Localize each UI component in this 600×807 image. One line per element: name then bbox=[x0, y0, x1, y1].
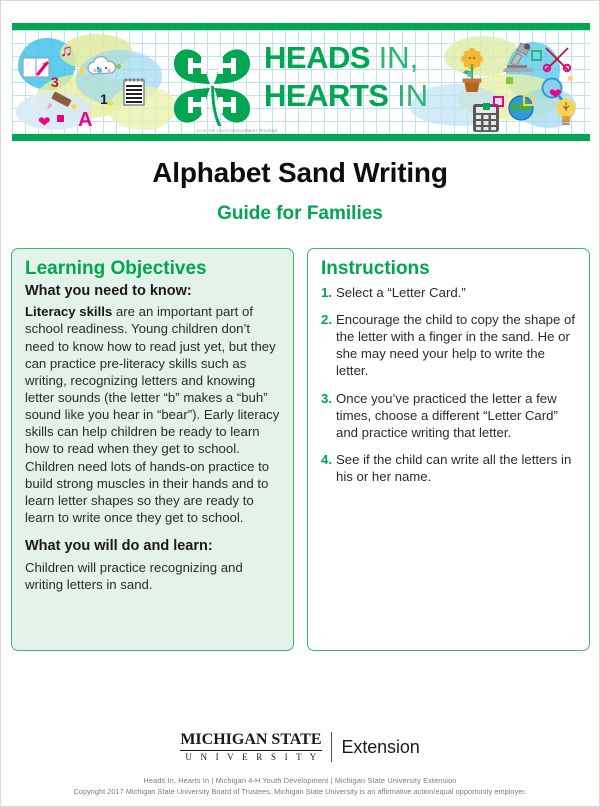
step-text: Once you’ve practiced the letter a few times, choose a different “Letter Card” and practice writing that letter. bbox=[336, 390, 558, 440]
msu-extension-logo bbox=[1, 732, 599, 762]
what-you-will-do-heading: What you will do and learn: bbox=[25, 538, 213, 555]
step-text: Select a “Letter Card.” bbox=[336, 284, 466, 300]
heads-in-hearts-in-wordmark bbox=[264, 42, 454, 111]
do-and-learn-paragraph: Children will practice recognizing and writing letters in sand. bbox=[25, 559, 243, 592]
footer-credits: Heads In, Hearts In | Michigan 4-H Youth Development | Michigan State University Extension bbox=[143, 776, 457, 785]
step-number: 2. bbox=[321, 312, 332, 327]
cloud-icon bbox=[85, 56, 119, 81]
literacy-skills-lead: Literacy skills bbox=[25, 304, 113, 320]
instructions-heading: Instructions bbox=[321, 258, 430, 279]
scissors-icon bbox=[542, 44, 572, 77]
learning-objectives-heading: Learning Objectives bbox=[25, 258, 207, 279]
book-icon bbox=[22, 56, 52, 83]
heart-icon: ❤ bbox=[549, 86, 562, 103]
banner-bottom-rule bbox=[12, 134, 590, 141]
instructions-panel bbox=[307, 248, 590, 651]
wordmark-heads: HEADS bbox=[264, 40, 371, 75]
clover-trademark-text: 4-H IS THE YOUTH DEVELOPMENT PROGRAM bbox=[196, 129, 278, 133]
wordmark-line-1 bbox=[264, 42, 454, 73]
instructions-list bbox=[321, 284, 576, 486]
learning-objectives-panel bbox=[11, 248, 294, 651]
step-number: 4. bbox=[321, 452, 332, 468]
page-subtitle: Guide for Families bbox=[217, 203, 383, 224]
banner-top-rule bbox=[12, 23, 590, 30]
wordmark-in-1: IN, bbox=[378, 40, 419, 75]
footer-copyright: Copyright 2017 Michigan State University Board of Trustees. Michigan State University is an affirmative action/equal opportunity employer. bbox=[73, 787, 527, 796]
dot-icon bbox=[108, 101, 113, 106]
dot-icon bbox=[467, 72, 472, 77]
star-icon: ★ bbox=[69, 101, 79, 113]
number-3-icon: 3 bbox=[51, 74, 59, 90]
wordmark-in-2: IN bbox=[397, 78, 429, 113]
step-text: See if the child can write all the letters in his or her name. bbox=[336, 452, 572, 485]
heart-icon: ❤ bbox=[38, 114, 51, 131]
msu-extension-text: Extension bbox=[341, 736, 420, 757]
wordmark-hearts: HEARTS bbox=[264, 78, 389, 113]
flower-pot-icon bbox=[455, 48, 489, 101]
number-1-icon: 1 bbox=[100, 91, 108, 107]
what-you-need-to-know-heading: What you need to know: bbox=[25, 282, 192, 299]
dot-icon bbox=[97, 68, 102, 73]
square-dot-icon bbox=[493, 96, 504, 107]
list-item bbox=[321, 451, 576, 485]
step-number: 3. bbox=[321, 390, 332, 406]
star-icon: ★ bbox=[76, 63, 88, 78]
square-dot-icon bbox=[483, 103, 490, 110]
notebook-icon bbox=[123, 77, 145, 110]
msu-wordmark bbox=[180, 732, 330, 762]
square-dot-icon bbox=[506, 77, 513, 84]
dot-icon bbox=[568, 76, 573, 81]
list-item bbox=[321, 311, 576, 380]
square-dot-icon bbox=[57, 115, 64, 122]
msu-michigan-state-text: MICHIGAN STATE bbox=[180, 732, 321, 751]
msu-university-text: U N I V E R S I T Y bbox=[185, 751, 320, 762]
letter-a-icon: A bbox=[78, 109, 93, 131]
wordmark-line-2 bbox=[264, 80, 454, 111]
step-text: Encourage the child to copy the shape of the letter with a finger in the sand. He or she may need your help to write the letter. bbox=[336, 312, 576, 379]
step-number: 1. bbox=[321, 284, 332, 300]
music-note-icon: ♫ bbox=[60, 41, 73, 60]
dot-icon bbox=[564, 116, 569, 121]
square-dot-icon bbox=[523, 95, 534, 106]
list-item bbox=[321, 390, 576, 441]
dot-icon bbox=[116, 64, 121, 69]
literacy-skills-paragraph bbox=[25, 303, 280, 526]
list-item bbox=[321, 284, 576, 301]
grid-paper-background bbox=[12, 30, 590, 134]
page-title: Alphabet Sand Writing bbox=[152, 157, 448, 188]
square-dot-icon bbox=[531, 50, 542, 61]
header-banner bbox=[12, 23, 590, 141]
4h-clover-logo bbox=[170, 40, 254, 132]
literacy-skills-rest: are an important part of school readiness. Young children don’t need to know how to read just yet, but they can practice pre-literacy skills such as writing, recognizing letters and knowing letter sounds (the letter “b” makes a “buh” sound like you hear in “bear”). Early literacy skills can help children be ready to learn how to read when they get to school. Children need lots of hands-on practice to build strong muscles in their hands and to learn letter shapes so they are ready to learn to write once they get to school. bbox=[25, 304, 280, 526]
